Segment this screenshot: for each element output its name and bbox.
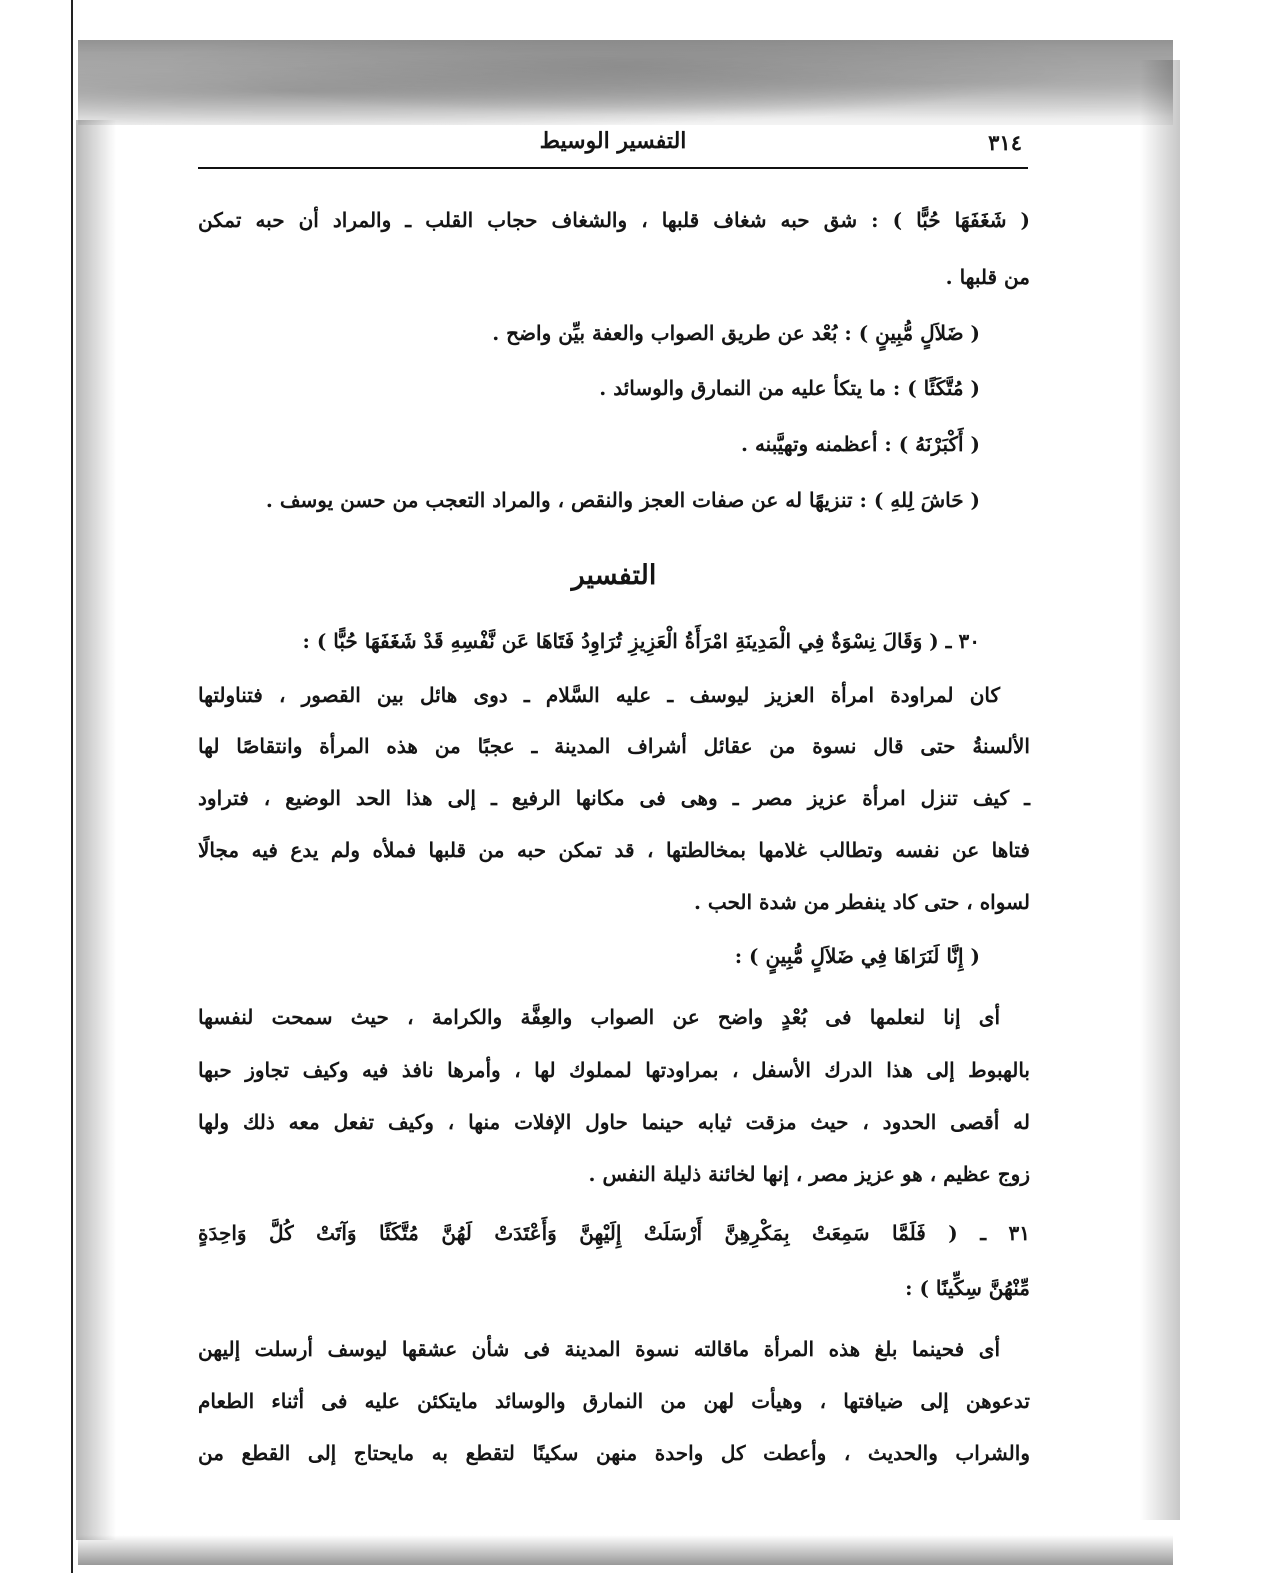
scan-shadow-right [1140, 60, 1180, 1520]
glossary-line: ( مُتَّكَئًا ) : ما يتكأ عليه من النمارق والوسائد . [599, 376, 980, 400]
verse-heading: مِّنْهُنَّ سِكِّينًا ) : [905, 1276, 1030, 1300]
paragraph-line: تدعوهن إلى ضيافتها ، وهيأت لهن من النمارق والوسائد مايتكئن عليه فى أثناء الطعام [198, 1389, 1030, 1413]
glossary-line: ( أَكْبَرْنَهُ ) : أعظمنه وتهيَّبنه . [741, 432, 980, 456]
binding-edge-line [71, 0, 73, 1573]
paragraph-line: أى فحينما بلغ هذه المرأة ماقالته نسوة المدينة فى شأن عشقها ليوسف أرسلت إليهن [198, 1337, 1000, 1361]
paragraph-line: فتاها عن نفسه وتطالب غلامها بمخالطتها ، قد تمكن حبه من قلبها فملأه ولم يدع فيه مجالًا [198, 838, 1030, 862]
scan-shadow-top [78, 40, 1173, 125]
glossary-line: ( ضَلاَلٍ مُّبِينٍ ) : بُعْد عن طريق الصواب والعفة بيِّن واضح . [492, 321, 980, 345]
running-title: التفسير الوسيط [539, 128, 687, 154]
glossary-line: من قلبها . [945, 265, 1030, 289]
paragraph-line: ـ كيف تنزل امرأة عزيز مصر ـ وهى فى مكانها الرفيع ـ إلى هذا الحد الوضيع ، فتراود [198, 786, 1030, 810]
verse-heading: ( إِنَّا لَنَرَاهَا فِي ضَلاَلٍ مُّبِينٍ ) : [734, 944, 980, 968]
glossary-line: ( شَغَفَهَا حُبًّا ) : شق حبه شغاف قلبها ، والشغاف حجاب القلب ـ والمراد أن حبه تمكن [198, 208, 1030, 232]
page-number: ٣١٤ [988, 130, 1022, 155]
paragraph-line: بالهبوط إلى هذا الدرك الأسفل ، بمراودتها لمملوك لها ، وأمرها نافذ فيه وكيف تجاوز حبها [198, 1058, 1030, 1082]
header-rule [198, 167, 1028, 169]
paragraph-line: له أقصى الحدود ، حيث مزقت ثيابه حينما حاول الإفلات منها ، وكيف تفعل معه ذلك ولها [198, 1110, 1030, 1134]
scan-shadow-bottom [78, 1535, 1173, 1565]
section-heading: التفسير [571, 560, 657, 591]
paragraph-line: زوج عظيم ، هو عزيز مصر ، إنها لخائنة ذليلة النفس . [588, 1162, 1030, 1186]
paragraph-line: كان لمراودة امرأة العزيز ليوسف ـ عليه السَّلام ـ دوى هائل بين القصور ، فتناولتها [198, 683, 1001, 707]
paragraph-line: الألسنةُ حتى قال نسوة من عقائل أشراف المدينة ـ عجبًا من هذه المرأة وانتقاصًا لها [198, 734, 1030, 758]
paragraph-line: لسواه ، حتى كاد ينفطر من شدة الحب . [693, 890, 1030, 914]
scan-shadow-left [76, 120, 116, 1540]
paragraph-line: والشراب والحديث ، وأعطت كل واحدة منهن سكينًا لتقطع به مايحتاج إلى القطع من [198, 1441, 1030, 1465]
verse-heading: ٣٠ ـ ( وَقَالَ نِسْوَةٌ فِي الْمَدِينَةِ امْرَأَةُ الْعَزِيزِ تُرَاوِدُ فَتَاهَا عَن نَّفْسِهِ قَدْ شَغَفَهَا حُبًّا ) : [302, 629, 980, 653]
page-header [198, 128, 1028, 168]
paragraph-line: أى إنا لنعلمها فى بُعْدٍ واضح عن الصواب والعِفَّة والكرامة ، حيث سمحت لنفسها [198, 1005, 1001, 1029]
glossary-line: ( حَاشَ لِلهِ ) : تنزيهًا له عن صفات العجز والنقص ، والمراد التعجب من حسن يوسف . [265, 488, 980, 512]
verse-heading: ٣١ ـ ( فَلَمَّا سَمِعَتْ بِمَكْرِهِنَّ أَرْسَلَتْ إِلَيْهِنَّ وَأَعْتَدَتْ لَهُنَّ مُتَّكَئًا وَآتَتْ كُلَّ وَاحِدَةٍ [198, 1221, 1030, 1245]
